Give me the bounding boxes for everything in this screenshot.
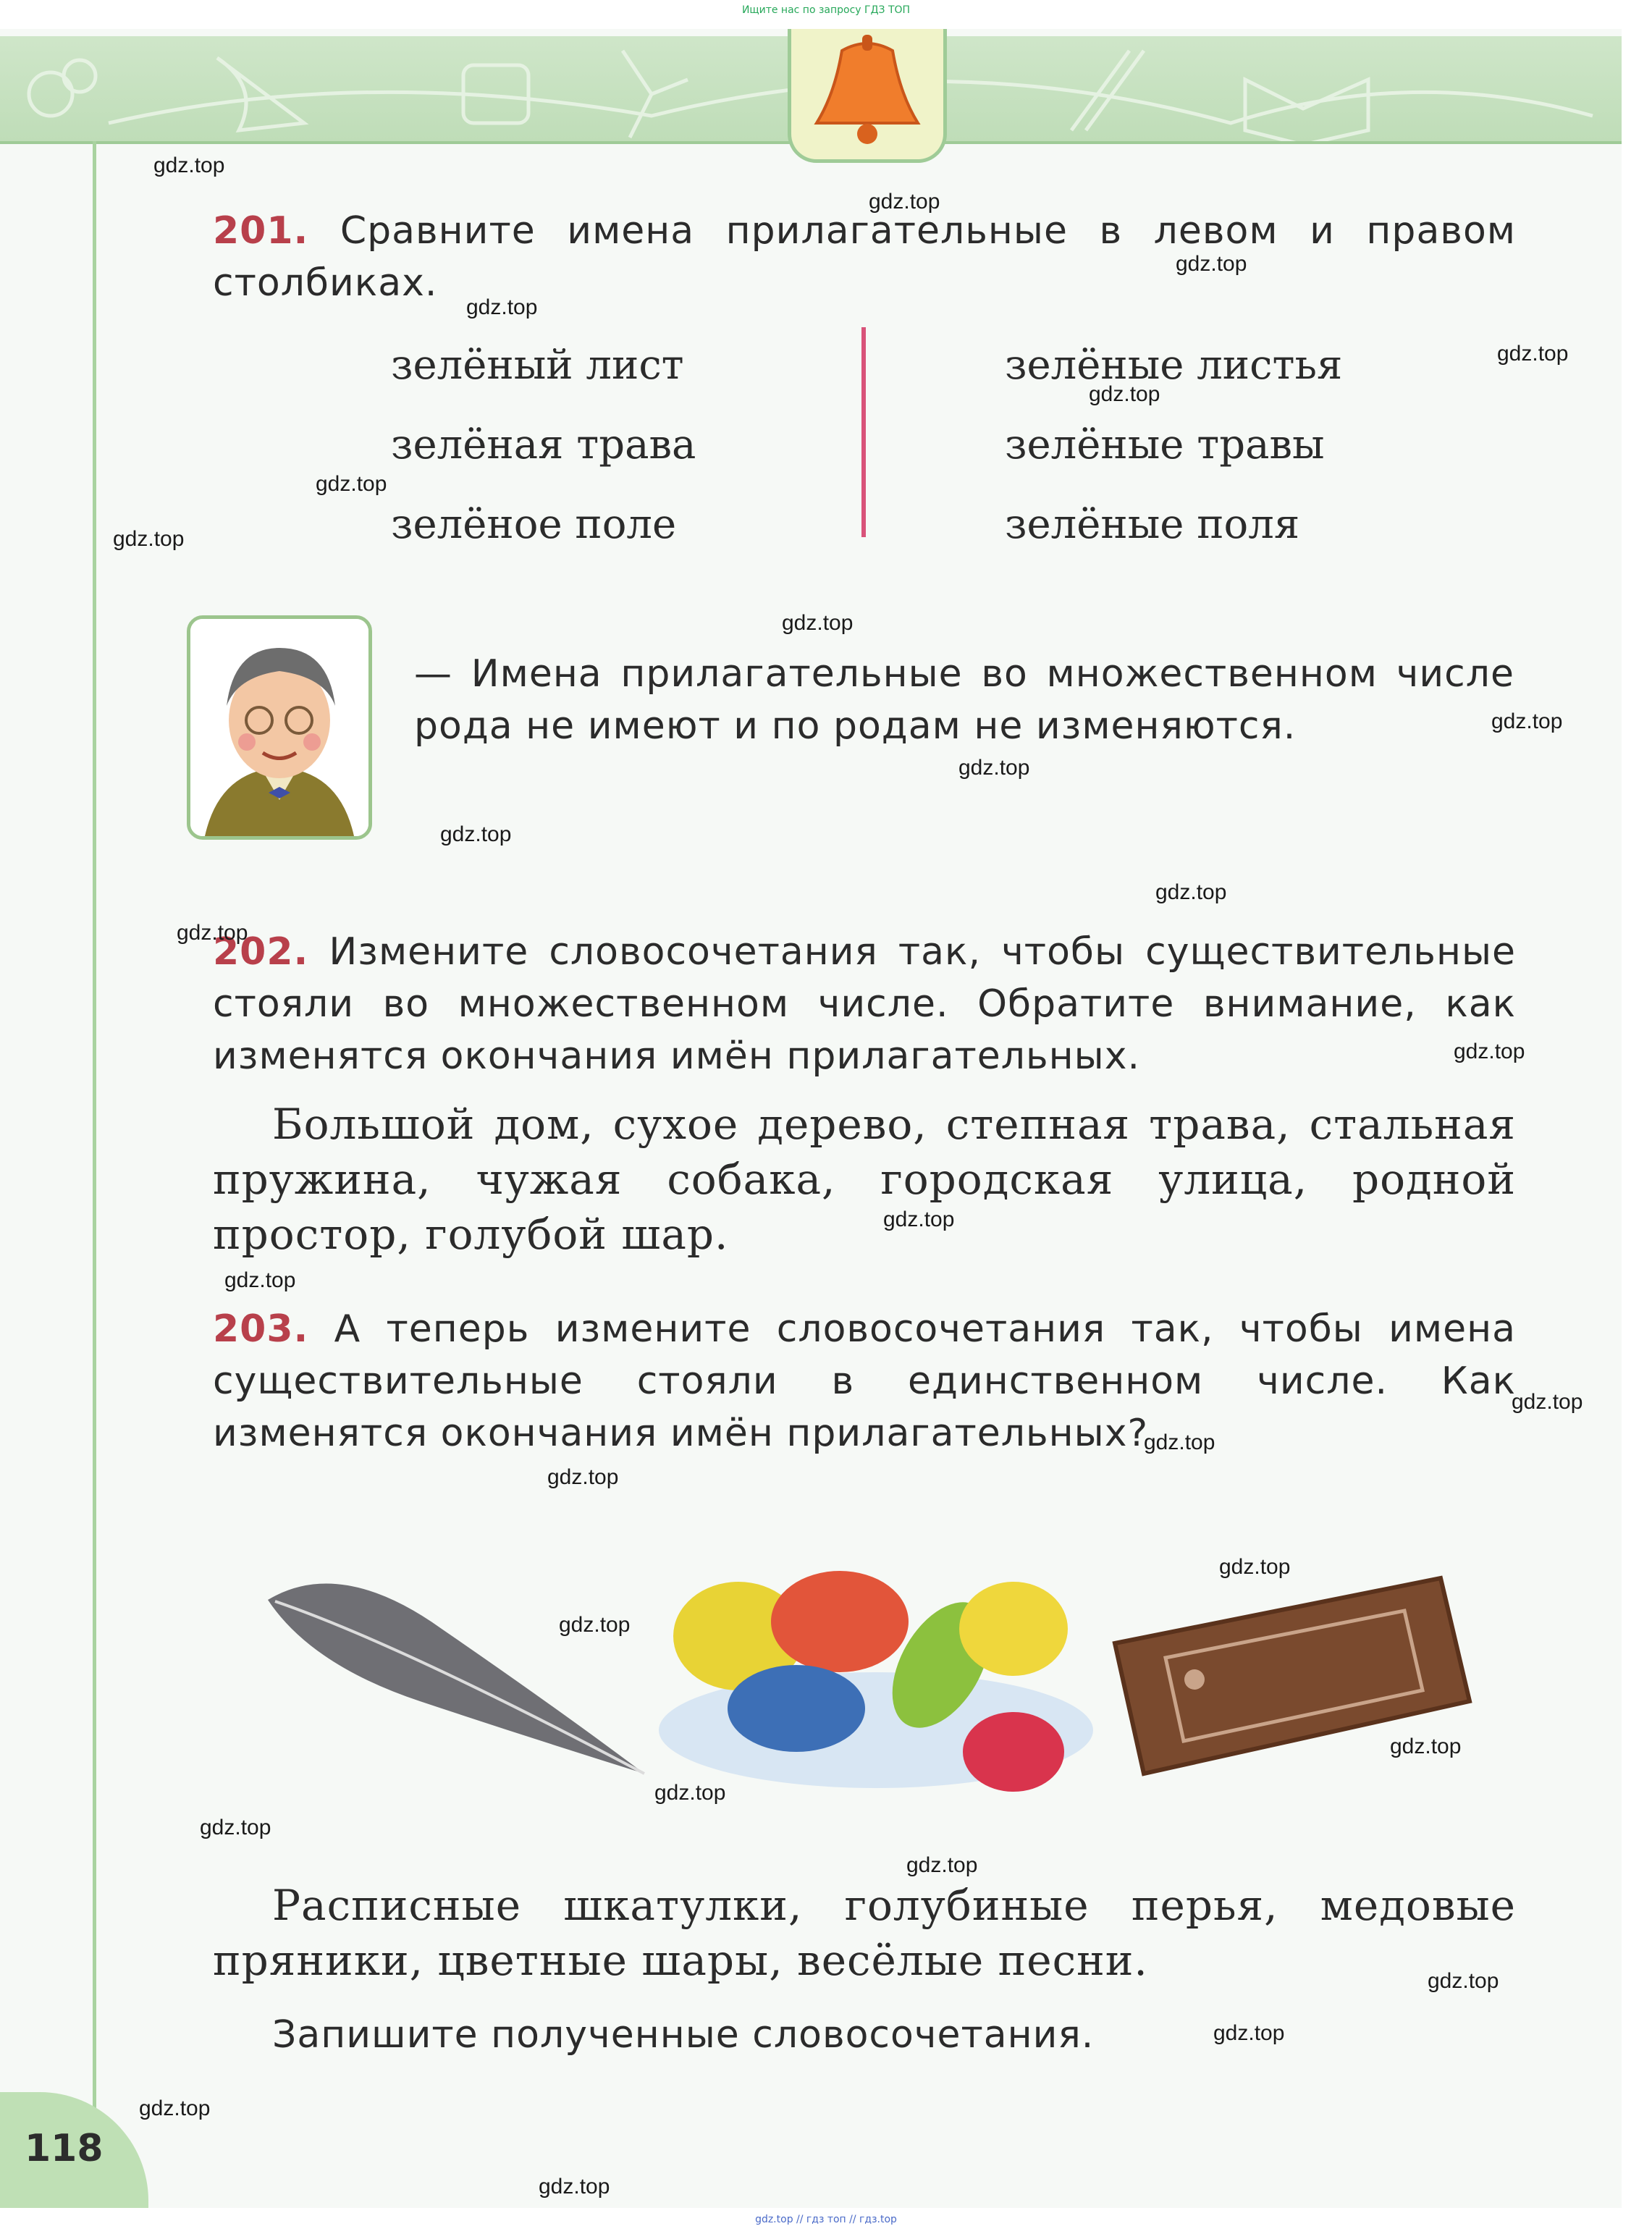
exercise-201-instruction	[213, 205, 1516, 309]
page-number: 118	[25, 2127, 104, 2170]
exercise-202-instruction	[213, 926, 1516, 1082]
watermark: gdz.top	[1219, 1555, 1291, 1579]
exercise-number: 203.	[213, 1307, 309, 1351]
watermark: gdz.top	[1144, 1430, 1215, 1454]
watermark: gdz.top	[440, 822, 512, 846]
exercise-203-instruction	[213, 1303, 1516, 1459]
watermark: gdz.top	[1213, 2021, 1285, 2045]
feather-illustration	[253, 1556, 659, 1803]
bell-icon	[788, 29, 947, 163]
instruction-text: Измените словосочетания так, чтобы существительные стояли во множественном числе. Обратите внимание, как изменятся окончания имён прилагательных.	[213, 930, 1516, 1078]
word-pair: зелёный лист	[391, 342, 684, 389]
word-pair: зелёные листья	[1005, 342, 1343, 389]
watermark: gdz.top	[547, 1465, 619, 1489]
watermark: gdz.top	[906, 1853, 978, 1877]
watermark: gdz.top	[139, 2096, 211, 2120]
watermark: gdz.top	[316, 472, 387, 496]
exercise-203-task: Запишите полученные словосочетания.	[272, 2013, 1095, 2057]
balloons-illustration	[652, 1556, 1100, 1803]
exercise-202-text: Большой дом, сухое дерево, степная трава, стальная пружина, чужая собака, городская улица, родной простор, голубой шар.	[213, 1100, 1516, 1259]
margin-rule	[93, 141, 96, 2110]
watermark: gdz.top	[1390, 1734, 1462, 1758]
bottom-note: gdz.top // гдз топ // гдз.top	[755, 2214, 897, 2225]
column-divider	[861, 327, 866, 537]
grammar-rule: — Имена прилагательные во множественном числе рода не имеют и по родам не изменяются.	[414, 652, 1514, 748]
instruction-text: Сравните имена прилагательные в левом и правом столбиках.	[213, 209, 1516, 305]
word-pair: зелёное поле	[391, 501, 677, 548]
watermark: gdz.top	[224, 1268, 296, 1292]
right-column	[1005, 326, 1342, 565]
watermark: gdz.top	[958, 756, 1030, 780]
watermark: gdz.top	[1454, 1040, 1525, 1063]
watermark: gdz.top	[153, 153, 225, 177]
watermark: gdz.top	[782, 611, 854, 635]
exercise-203-text: Расписные шкатулки, голубиные перья, медовые пряники, цветные шары, весёлые песни.	[213, 1881, 1516, 1985]
watermark: gdz.top	[1176, 252, 1247, 276]
watermark: gdz.top	[1155, 880, 1227, 904]
watermark: gdz.top	[654, 1781, 726, 1805]
watermark: gdz.top	[869, 190, 940, 214]
instruction-text: А теперь измените словосочетания так, чтобы имена существительные стояли в единственном числе. Как изменятся окончания имён прилагательных?	[213, 1307, 1516, 1455]
watermark: gdz.top	[1497, 342, 1569, 366]
watermark: gdz.top	[539, 2175, 610, 2199]
watermark: gdz.top	[883, 1207, 955, 1231]
watermark: gdz.top	[113, 527, 185, 551]
word-pair: зелёные поля	[1005, 501, 1300, 548]
teacher-portrait	[187, 615, 372, 840]
watermark: gdz.top	[1512, 1390, 1583, 1414]
watermark: gdz.top	[200, 1816, 271, 1839]
watermark: gdz.top	[1428, 1969, 1499, 1993]
word-pair: зелёная трава	[391, 421, 696, 468]
watermark: gdz.top	[1491, 709, 1563, 733]
watermark: gdz.top	[559, 1613, 631, 1637]
word-pair: зелёные травы	[1005, 421, 1325, 468]
watermark: gdz.top	[177, 921, 248, 945]
left-column	[391, 326, 696, 565]
watermark: gdz.top	[466, 295, 538, 319]
watermark: gdz.top	[1089, 382, 1160, 406]
exercise-number: 202.	[213, 930, 309, 974]
top-note: Ищите нас по запросу ГДЗ ТОП	[741, 4, 911, 16]
exercise-number: 201.	[213, 209, 309, 253]
